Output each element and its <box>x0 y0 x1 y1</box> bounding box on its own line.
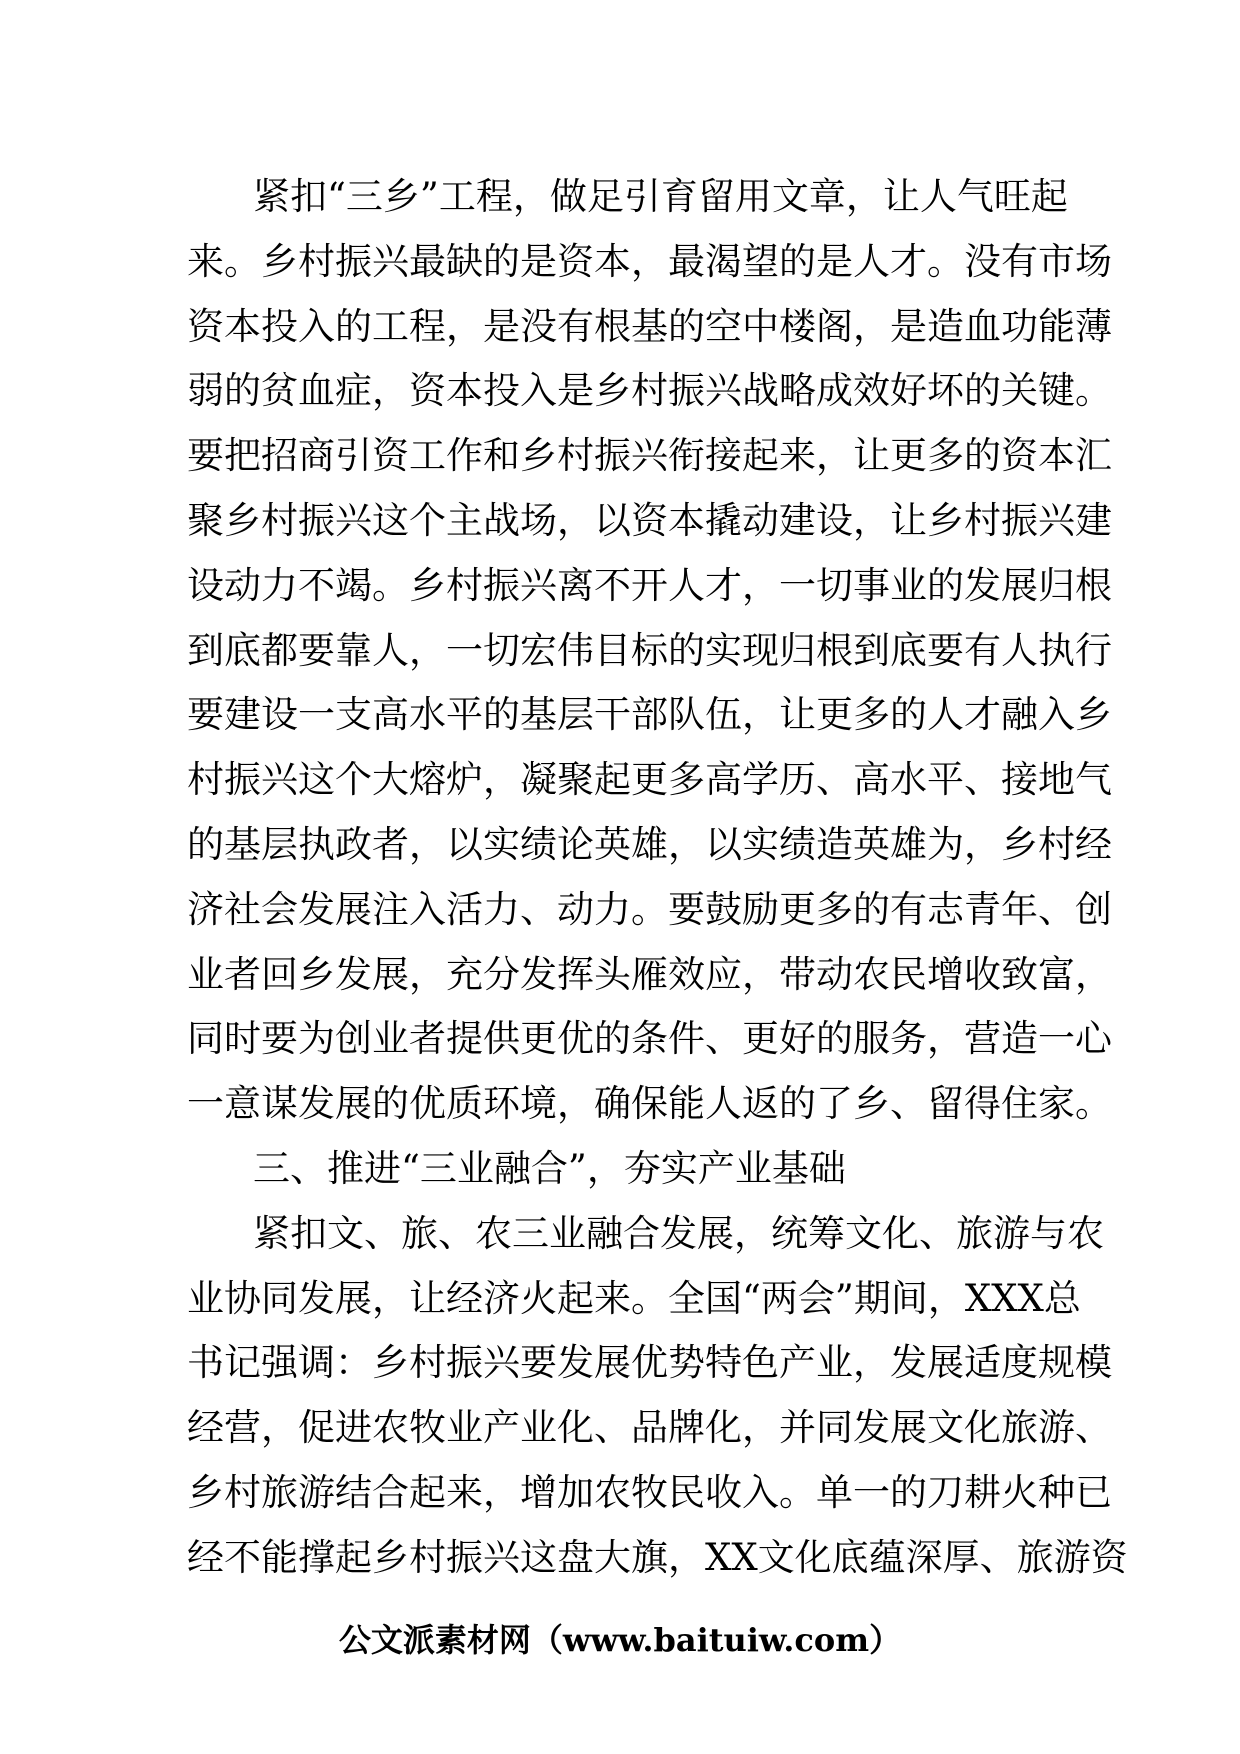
paragraph-line: 村振兴这个大熔炉，凝聚起更多高学历、高水平、接地气 <box>187 758 1112 802</box>
paragraph-line: 经营，促进农牧业产业化、品牌化，并同发展文化旅游、 <box>187 1406 1112 1450</box>
paragraph-line: 书记强调：乡村振兴要发展优势特色产业，发展适度规模 <box>187 1341 1112 1385</box>
paragraph-line: 的基层执政者，以实绩论英雄，以实绩造英雄为，乡村经 <box>187 822 1112 866</box>
footer-watermark: 公文派素材网（www.baituiw.com） <box>338 1621 902 1659</box>
paragraph-line: 紧扣“三乡”工程，做足引育留用文章，让人气旺起 <box>253 175 1068 218</box>
paragraph-line: 资本投入的工程，是没有根基的空中楼阁，是造血功能薄 <box>187 304 1112 348</box>
paragraph-line: 业者回乡发展，充分发挥头雁效应，带动农民增收致富， <box>187 952 1112 996</box>
paragraph-line: 济社会发展注入活力、动力。要鼓励更多的有志青年、创 <box>187 887 1112 931</box>
paragraph-line: 来。乡村振兴最缺的是资本，最渴望的是人才。没有市场 <box>187 239 1112 283</box>
paragraph-line: 同时要为创业者提供更优的条件、更好的服务，营造一心 <box>187 1017 1112 1061</box>
paragraph-line: 要把招商引资工作和乡村振兴衔接起来，让更多的资本汇 <box>187 434 1112 478</box>
paragraph-line: 紧扣文、旅、农三业融合发展，统筹文化、旅游与农 <box>253 1211 1104 1255</box>
paragraph-line: 设动力不竭。乡村振兴离不开人才，一切事业的发展归根 <box>187 563 1112 607</box>
paragraph-line: 一意谋发展的优质环境，确保能人返的了乡、留得住家。 <box>187 1082 1112 1126</box>
paragraph-line: 要建设一支高水平的基层干部队伍，让更多的人才融入乡 <box>187 693 1112 737</box>
paragraph-line: 聚乡村振兴这个主战场，以资本撬动建设，让乡村振兴建 <box>187 498 1112 542</box>
document-body <box>187 165 1128 1591</box>
section-heading: 三、推进“三业融合”，夯实产业基础 <box>253 1146 846 1190</box>
paragraph-line: 乡村旅游结合起来，增加农牧民收入。单一的刀耕火种已 <box>187 1470 1112 1514</box>
paragraph-line: 到底都要靠人，一切宏伟目标的实现归根到底要有人执行 <box>187 628 1112 672</box>
paragraph-line: 弱的贫血症，资本投入是乡村振兴战略成效好坏的关键。 <box>187 369 1112 413</box>
paragraph-line: 经不能撑起乡村振兴这盘大旗，XX文化底蕴深厚、旅游资 <box>187 1535 1128 1579</box>
paragraph-line: 业协同发展，让经济火起来。全国“两会”期间，XXX总 <box>187 1276 1081 1320</box>
